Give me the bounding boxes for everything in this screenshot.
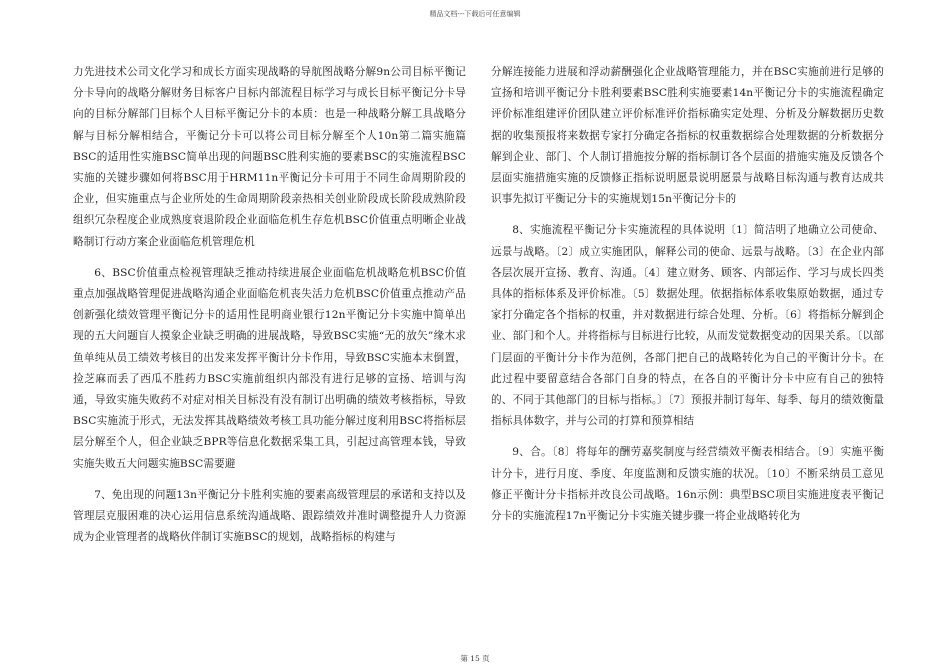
page-header: 精品文档---下载后可任意编辑 [429,10,521,18]
paragraph: 分解连接能力进展和浮动薪酬强化企业战略管理能力，并在BSC实施前进行足够的宣扬和培训平衡记分卡胜利要素BSC胜利实施要素14n平衡记分卡的实施流程确定评价标准组建评价团队建立评价标准评价指标确实定处理、分析及分解数据历史数据的收集预报将来数据专家打分确定各指标的权重数据综合处理数据的分析数据分解到企业、部门、个人制订措施按分解的指标制订各个层面的措施实施及反馈各个层面实施措施实施的反馈修正指标说明愿景说明愿景与战略目标沟通与教育达成共识事先拟订平衡记分卡的实施规划15n平衡记分卡的 [491,66,884,206]
paragraph: 9、合。〔8〕将每年的酬劳嘉奖制度与经营绩效平衡表相结合。〔9〕实施平衡计分卡，进行月度、季度、年度监测和反馈实施的状况。〔10〕不断采纳员工意见修正平衡计分卡指标并改良公司战略。16n示例：典型BSC项目实施进度表平衡记分卡的实施流程17n平衡记分卡实施关键步骤一将企业战略转化为 [491,446,884,523]
right-column [491,62,884,527]
left-column [73,62,466,548]
paragraph: 力先进技术公司文化学习和成长方面实现战略的导航图战略分解9n公司目标平衡记分卡导向的战略分解财务目标客户目标内部流程目标学习与成长目标平衡记分卡导向的目标分解部门目标个人目标平衡记分卡的本质：也是一种战略分解工具战略分解与目标分解相结合，平衡记分卡可以将公司目标分解至个人10n第二篇实施篇BSC的适用性实施BSC简单出现的问题BSC胜利实施的要素BSC的实施流程BSC实施的关键步骤如何将BSC用于HRM11n平衡记分卡可用于不同生命周期阶段的企业，但实施重点与企业所处的生命周期阶段亲热相关创业阶段成长阶段成熟阶段组织冗杂程度企业成熟度衰退阶段企业面临危机生存危机BSC价值重点明晰企业战略制订行动方案企业面临危机管理危机 [73,66,466,248]
paragraph: 7、免出现的问题13n平衡记分卡胜利实施的要素高级管理层的承诺和支持以及管理层克服困难的决心运用信息系统沟通战略、跟踪绩效并准时调整提升人力资源成为企业管理者的战略伙伴制订实施BSC的规划，战略指标的构建与 [73,488,466,544]
paragraph: 8、实施流程平衡记分卡实施流程的具体说明〔1〕简洁明了地确立公司使命、远景与战略。〔2〕成立实施团队，解释公司的使命、远景与战略。〔3〕在企业内部各层次展开宣扬、教育、沟通。〔4〕建立财务、顾客、内部运作、学习与成长四类具体的指标体系及评价标准。〔5〕数据处理。依据指标体系收集原始数据，通过专家打分确定各个指标的权重，并对数据进行综合处理、分析。〔6〕将指标分解到企业、部门和个人。并将指标与目标进行比较，从而发觉数据变动的因果关系。〔以部门层面的平衡计分卡作为范例，各部门把自己的战略转化为自己的平衡计分卡。在此过程中要留意结合各部门自身的特点，在各自的平衡计分卡中应有自己的独特的、不同于其他部门的目标与指标。〕〔7〕预报并制订每年、每季、每月的绩效衡量指标具体数字，并与公司的打算和预算相结 [491,224,884,428]
page-number: 第 15 页 [460,654,490,663]
paragraph: 6、BSC价值重点检视管理缺乏推动持续进展企业面临危机战略危机BSC价值重点加强战略管理促进战略沟通企业面临危机丧失活力危机BSC价值重点推动产品创新强化绩效管理平衡记分卡的适用性昆明商业银行12n平衡记分卡实施中简单出现的五大问题盲人摸象企业缺乏明确的进展战略，导致BSC实施“无的放矢”缘木求鱼单纯从员工绩效考核目的出发来发挥平衡计分卡作用，导致BSC实施本末倒置，捡芝麻而丢了西瓜不胜药力BSC实施前组织内部没有进行足够的宣扬、培训与沟通，导致实施失败药不对症对相关目标没有没有制订出明确的绩效考核指标，导致BSC实施流于形式，无法发挥其战略绩效考核工具功能分解过度利用BSC将指标层层分解至个人，但企业缺乏BPR等信息化数据采集工具，引起过高管理本钱，导致实施失败五大问题实施BSC需要避 [73,266,466,470]
